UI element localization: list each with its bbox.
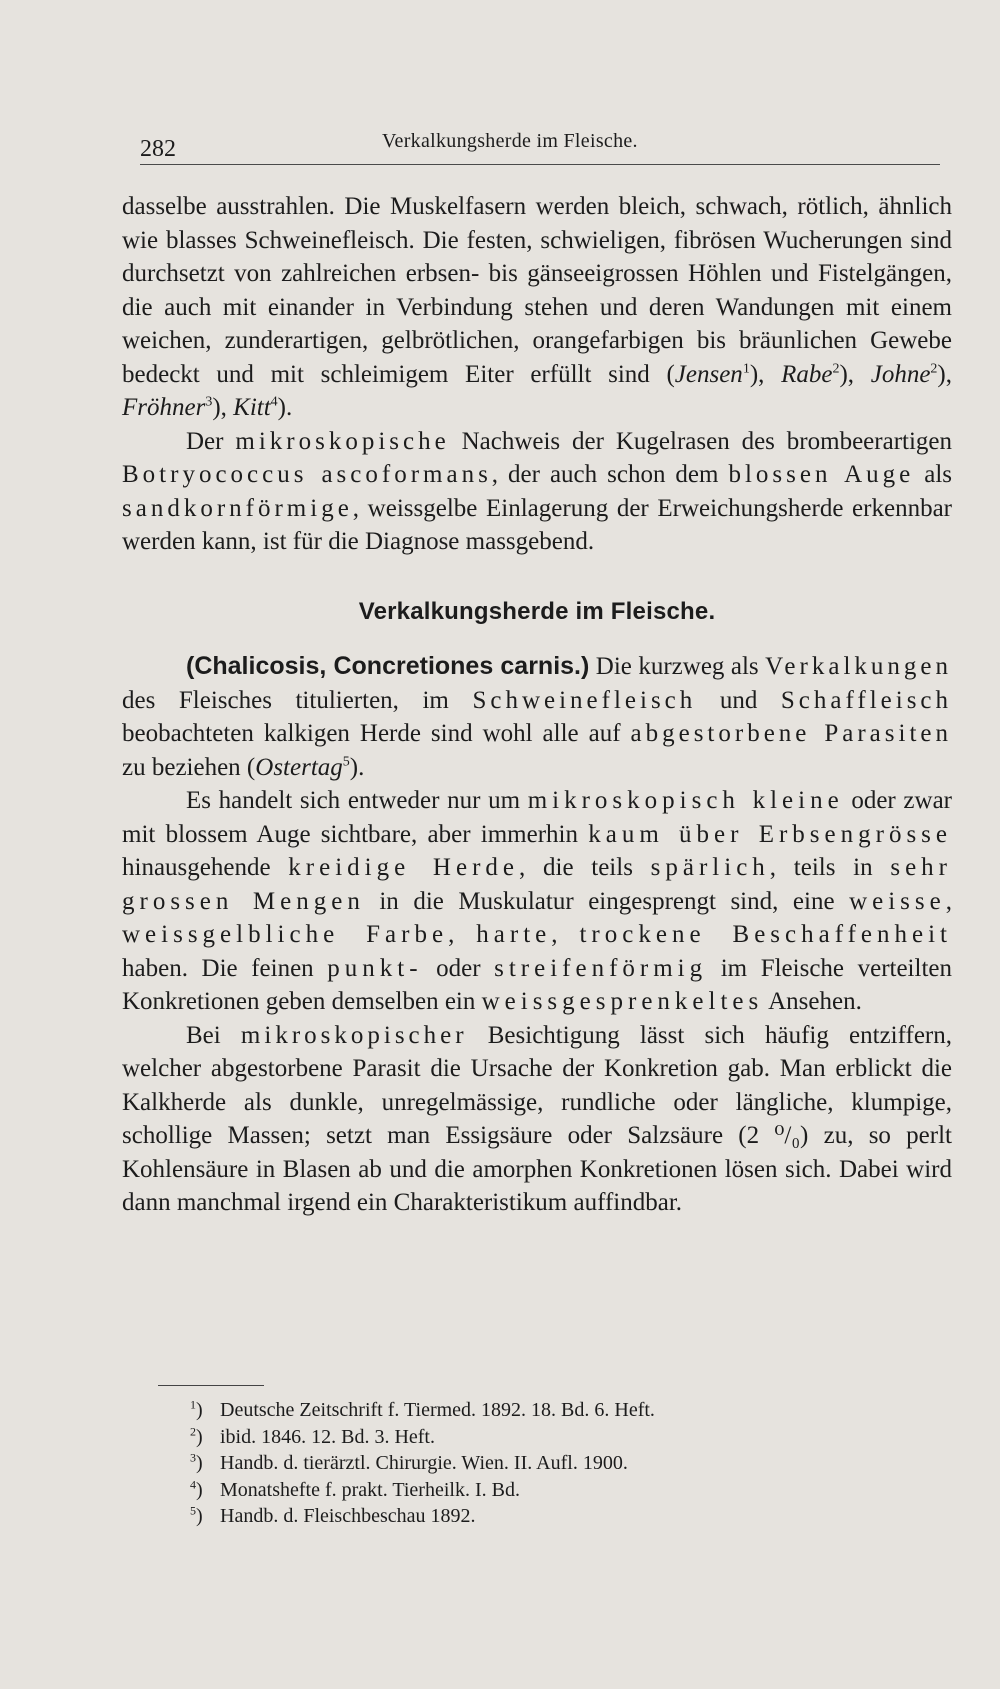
text-run: des Fleisches titulierten, im	[122, 686, 473, 714]
text-run: oder	[422, 954, 495, 982]
text-run: dasselbe ausstrahlen. Die Muskelfasern werden bleich, schwach, rötlich, ähnlich wie blasses Schweinefleisch. Die festen, schwieligen, fibrösen Wucherungen sind durchsetzt von zahlreichen erbsen- bis gänseeigrossen Höhlen und Fistelgängen, die auch mit einander in Verbindung stehen und deren Wandungen mit einem weichen, zunderartigen, gelbrötlichen, orangefarbigen bis bräunlichen Gewebe bedeckt und mit schleimigem Eiter erfüllt sind (	[122, 193, 952, 388]
footnote-ref: 4	[270, 394, 278, 410]
spaced-emphasis: kaum über Erbsengrösse	[588, 820, 953, 848]
spaced-emphasis: Verkalkungen	[765, 653, 952, 680]
spaced-emphasis: harte	[476, 921, 552, 948]
footnote-ref: 3	[205, 394, 213, 410]
text-run: ,	[448, 921, 477, 948]
text-run: , weissgelbe Einlagerung der Erweichungsherde erkennbar werden kann, ist für die Diagnose massgebend.	[122, 494, 952, 555]
author-citation: Fröhner	[122, 394, 206, 421]
paragraph-continuation	[122, 190, 952, 425]
spaced-emphasis: weissgelbliche Farbe	[122, 921, 449, 948]
spaced-emphasis: weisse	[849, 887, 946, 915]
footnote-rule	[158, 1385, 264, 1386]
text-run: haben. Die feinen	[122, 954, 328, 982]
footnote-mark: 4	[190, 1476, 196, 1491]
text-run: zu beziehen (	[122, 753, 256, 781]
author-citation: Ostertag	[255, 753, 343, 781]
spaced-emphasis: kreidige Herde	[288, 854, 520, 881]
author-citation: Johne	[870, 360, 931, 388]
spaced-emphasis: blossen Auge	[728, 461, 915, 488]
text-run: Bei	[186, 1021, 241, 1049]
text-run: ).	[277, 394, 293, 421]
text-run: ),	[212, 394, 234, 421]
text-run: Ansehen.	[763, 988, 862, 1015]
paragraph-diagnosis	[122, 425, 952, 559]
footnote-ref: 2	[832, 361, 840, 377]
footnote-text: Deutsche Zeitschrift f. Tiermed. 1892. 18. Bd. 6. Heft.	[220, 1399, 655, 1421]
spaced-emphasis: punkt-	[327, 954, 423, 982]
footnote-item: $^3$) Handb. d. tierärztl. Chirurgie. Wien. II. Aufl. 1900.	[190, 1450, 628, 1474]
spaced-emphasis: Schweinefleisch	[472, 686, 697, 714]
footnote-mark: 5	[190, 1503, 196, 1518]
page-header	[0, 126, 1000, 166]
spaced-emphasis: Botryococcus ascoformans	[122, 461, 492, 488]
text-run: in die Muskulatur eingesprengt sind, eine	[364, 887, 850, 915]
text-run: , die teils	[519, 854, 651, 881]
text-run: , teils in	[769, 854, 891, 881]
footnote-text: Handb. d. tierärztl. Chirurgie. Wien. II. Aufl. 1900.	[220, 1452, 628, 1474]
spaced-emphasis: streifenförmig	[494, 954, 708, 982]
subheading-inline: (Chalicosis, Concretiones carnis.)	[186, 652, 590, 680]
text-run: als	[914, 461, 952, 488]
spaced-emphasis: spärlich	[650, 854, 770, 881]
text-run: oder zwar mit blossem Auge sichtbare, aber immerhin	[122, 787, 952, 848]
spaced-emphasis: mikroskopischer	[240, 1021, 468, 1049]
text-run: Es handelt sich entweder nur um	[186, 787, 528, 814]
footnote-item: $^5$) Handb. d. Fleischbeschau 1892.	[190, 1503, 476, 1527]
percent-sign: ⁰/₀	[774, 1122, 801, 1149]
author-citation: Rabe	[781, 360, 833, 388]
footnote-text: Handb. d. Fleischbeschau 1892.	[220, 1505, 476, 1527]
text-run: Nachweis der Kugelrasen des brombeerartigen	[449, 427, 953, 455]
text-run: Die kurzweg als	[589, 653, 766, 680]
text-run: ).	[349, 753, 365, 781]
text-run: und	[696, 686, 781, 714]
text-run: ),	[749, 360, 782, 388]
footnote-item: $^4$) Monatshefte f. prakt. Tierheilk. I. Bd.	[190, 1476, 520, 1501]
footnote-mark: 2	[190, 1423, 196, 1438]
spaced-emphasis: Schaffleisch	[780, 686, 953, 714]
footnote-item: $^1$) Deutsche Zeitschrift f. Tiermed. 1892. 18. Bd. 6. Heft.	[190, 1397, 655, 1421]
text-run: beobachteten kalkigen Herde sind wohl alle auf	[122, 720, 631, 747]
footnote-mark: 1	[190, 1397, 196, 1412]
text-run: ,	[551, 921, 580, 948]
footnote-mark: 3	[190, 1450, 196, 1465]
text-run: ),	[839, 360, 871, 388]
text-run: ) zu, so perlt Kohlensäure in Blasen ab und die amorphen Konkretionen lösen sich. Dabei wird dann manchmal irgend ein Charakteristikum auffindbar.	[122, 1122, 952, 1216]
text-run: Der	[186, 427, 236, 455]
spaced-emphasis: mikroskopische	[235, 427, 450, 455]
footnote-ref: 2	[930, 361, 938, 377]
text-run: im Fleische verteilten Konkretionen geben demselben ein	[122, 954, 952, 1015]
spaced-emphasis: trockene Beschaffenheit	[579, 921, 952, 948]
author-citation: Kitt	[233, 394, 271, 421]
text-run: , der auch schon dem	[491, 461, 729, 488]
spaced-emphasis: sehr grossen Mengen	[122, 854, 952, 915]
text-run: hinausgehende	[122, 854, 289, 881]
spaced-emphasis: sandkornförmige	[122, 494, 353, 522]
text-run: ,	[945, 887, 952, 915]
spaced-emphasis: abgestorbene Parasiten	[630, 720, 952, 747]
running-title: Verkalkungsherde im Fleische.	[382, 130, 638, 152]
footnote-text: Monatshefte f. prakt. Tierheilk. I. Bd.	[220, 1478, 520, 1501]
spaced-emphasis: weissgesprenkeltes	[481, 988, 764, 1015]
main-text	[122, 190, 952, 1220]
footnotes	[190, 1397, 890, 1530]
page-number: 282	[140, 136, 176, 162]
text-run: Besichtigung lässt sich häufig entziffern, welcher abgestorbene Parasit die Ursache der Konkretion gab. Man erblickt die Kalkherde als dunkle, unregelmässige, rundliche oder längliche, klumpige, schollige Massen; setzt man Essigsäure oder Salzsäure (2	[122, 1021, 952, 1149]
paragraph-chalicosis	[122, 650, 952, 784]
footnote-item: $^2$) ibid. 1846. 12. Bd. 3. Heft.	[190, 1423, 435, 1448]
paragraph-microscopy	[122, 1019, 952, 1220]
paragraph-description	[122, 784, 952, 1019]
section-heading: Verkalkungsherde im Fleische.	[358, 597, 716, 625]
footnote-ref: 1	[742, 361, 750, 377]
header-rule	[140, 164, 940, 165]
footnote-ref: 5	[342, 754, 350, 770]
author-citation: Jensen	[674, 360, 743, 388]
spaced-emphasis: mikroskopisch kleine	[527, 787, 844, 814]
text-run: ),	[937, 360, 952, 388]
footnote-text: ibid. 1846. 12. Bd. 3. Heft.	[220, 1425, 435, 1448]
